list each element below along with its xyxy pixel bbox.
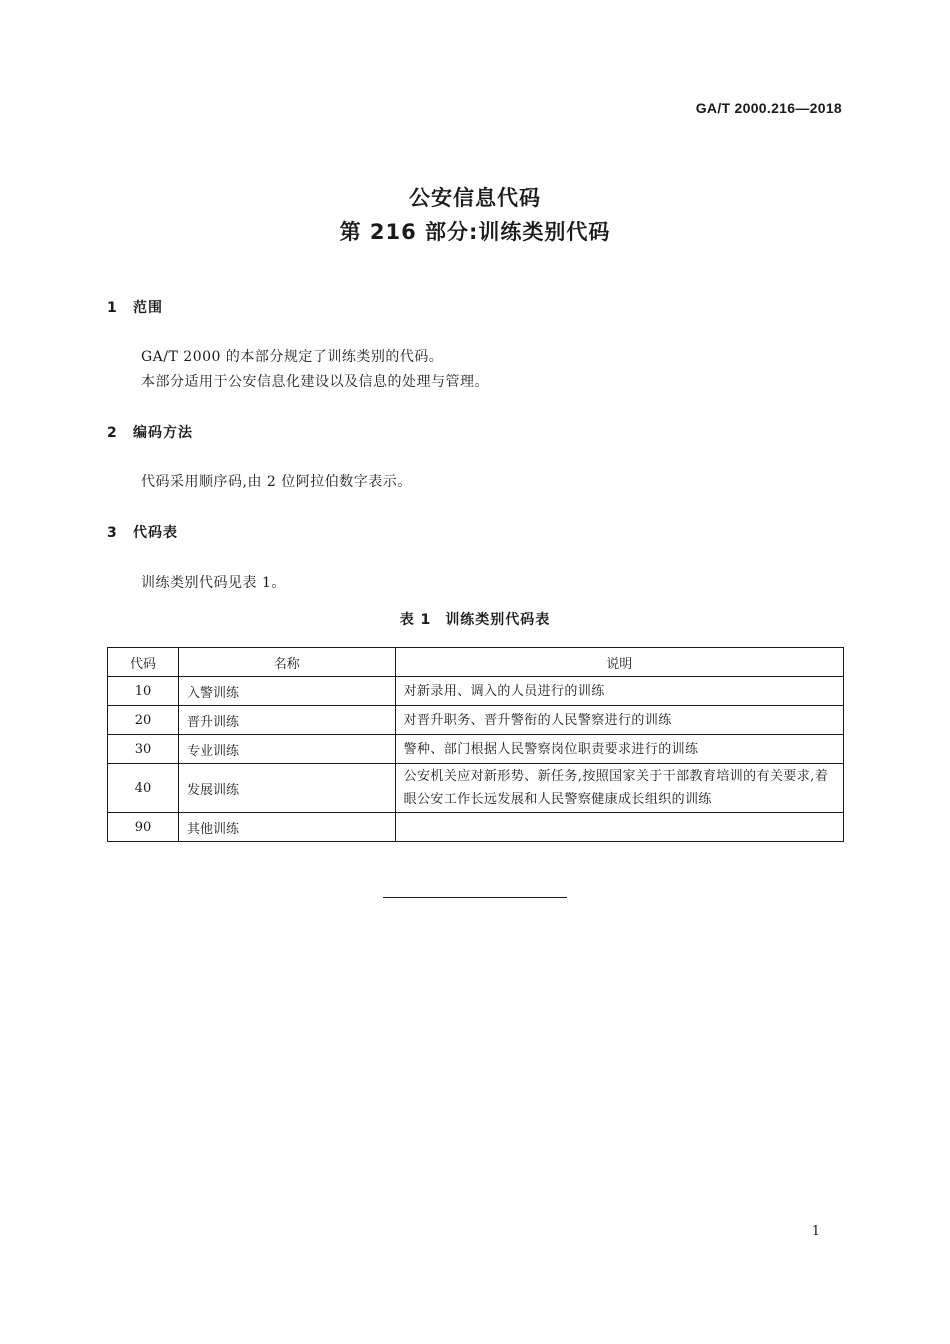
cell-name: 入警训练 <box>178 677 395 706</box>
column-header-name: 名称 <box>178 648 395 677</box>
standard-number: GA/T 2000.216—2018 <box>695 100 842 116</box>
code-table <box>107 647 844 842</box>
cell-description <box>395 813 843 842</box>
cell-name: 发展训练 <box>178 764 395 813</box>
cell-name: 晋升训练 <box>178 706 395 735</box>
cell-description: 警种、部门根据人民警察岗位职责要求进行的训练 <box>395 735 843 764</box>
section-title: 范围 <box>133 300 163 316</box>
document-subtitle: 第 216 部分:训练类别代码 <box>339 220 611 244</box>
cell-name: 专业训练 <box>178 735 395 764</box>
table-row <box>108 706 844 735</box>
table-caption-label: 表 1 <box>399 612 432 628</box>
table-row <box>108 677 844 706</box>
section-heading-coding-method <box>107 422 193 442</box>
column-header-description: 说明 <box>395 648 843 677</box>
paragraph: 代码采用顺序码,由 2 位阿拉伯数字表示。 <box>141 474 412 490</box>
cell-code: 10 <box>108 677 179 706</box>
cell-description: 公安机关应对新形势、新任务,按照国家关于干部教育培训的有关要求,着眼公安工作长远发展和人民警察健康成长组织的训练 <box>395 764 843 813</box>
paragraph: 训练类别代码见表 1。 <box>141 575 286 591</box>
cell-description: 对晋升职务、晋升警衔的人民警察进行的训练 <box>395 706 843 735</box>
cell-code: 30 <box>108 735 179 764</box>
section-number: 1 <box>107 300 118 316</box>
section-number: 3 <box>107 525 118 541</box>
page-number: 1 <box>811 1224 820 1239</box>
table-caption <box>0 609 950 629</box>
section-heading-scope <box>107 297 163 317</box>
cell-description: 对新录用、调入的人员进行的训练 <box>395 677 843 706</box>
table-caption-title: 训练类别代码表 <box>445 612 551 628</box>
table-row <box>108 764 844 813</box>
section-title: 编码方法 <box>133 425 193 441</box>
paragraph: 本部分适用于公安信息化建设以及信息的处理与管理。 <box>141 374 489 390</box>
cell-code: 90 <box>108 813 179 842</box>
section-heading-code-table <box>107 522 178 542</box>
end-of-document-rule <box>383 897 567 898</box>
section-number: 2 <box>107 425 118 441</box>
section-title: 代码表 <box>133 525 178 541</box>
table-row <box>108 813 844 842</box>
paragraph: GA/T 2000 的本部分规定了训练类别的代码。 <box>141 349 444 365</box>
cell-code: 20 <box>108 706 179 735</box>
cell-code: 40 <box>108 764 179 813</box>
document-title: 公安信息代码 <box>409 186 541 210</box>
cell-name: 其他训练 <box>178 813 395 842</box>
table-row <box>108 735 844 764</box>
table-header-row <box>108 648 844 677</box>
column-header-code: 代码 <box>108 648 179 677</box>
